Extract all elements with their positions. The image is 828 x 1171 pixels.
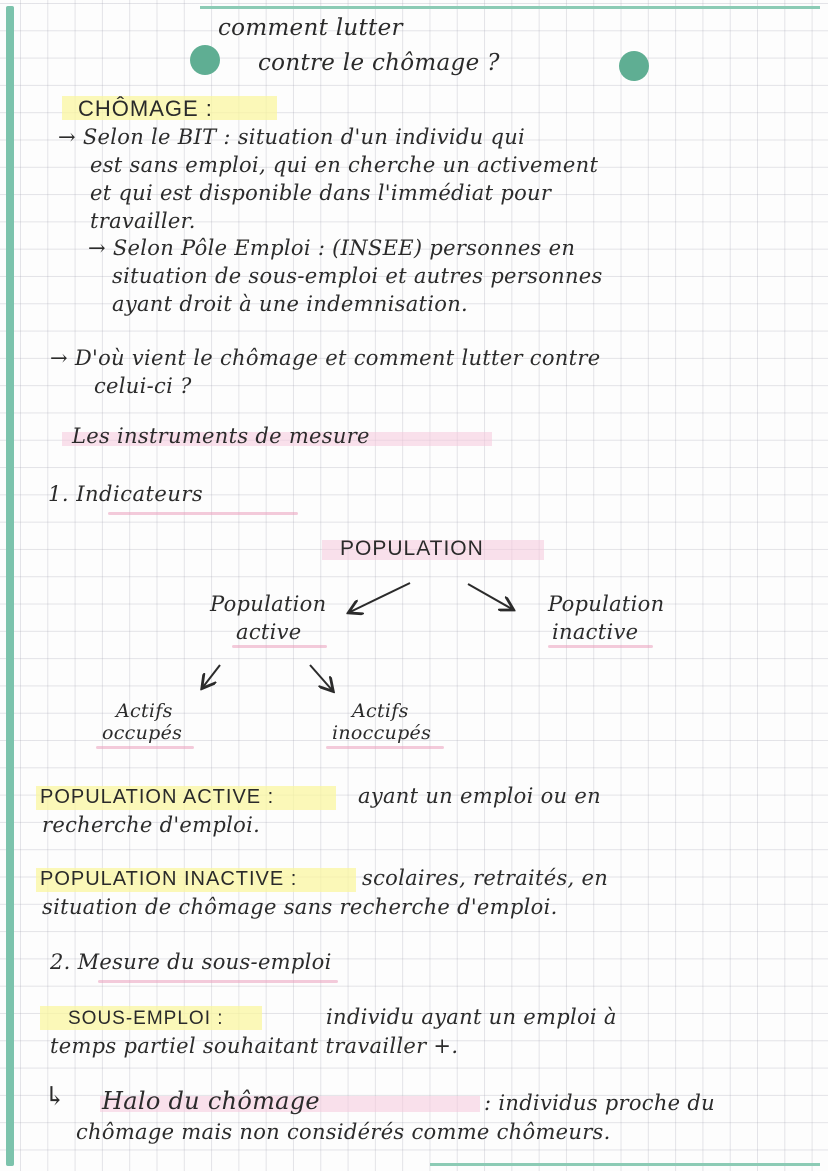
arrow-to-active-icon — [350, 583, 410, 612]
arrow-to-occupes-icon — [203, 665, 220, 687]
def-population-active-1: ayant un emploi ou en — [358, 784, 601, 808]
arrow-to-inoccupes-icon — [310, 665, 332, 690]
section-indicateurs: 1. Indicateurs — [48, 482, 204, 506]
diagram-root-population: POPULATION — [340, 537, 484, 560]
pole-emploi-line-3: ayant droit à une indemnisation. — [112, 292, 469, 316]
def-sous-emploi-1: individu ayant un emploi à — [326, 1005, 617, 1029]
term-halo-du-chomage: Halo du chômage — [102, 1087, 320, 1115]
pole-emploi-line-2: situation de sous-emploi et autres personnes — [112, 264, 603, 288]
bit-line-4: travailler. — [90, 209, 196, 233]
def-halo-1: : individus proche du — [484, 1091, 715, 1115]
diagram-population-inactive-1: Population — [548, 592, 665, 616]
section-mesure-sous-emploi: 2. Mesure du sous-emploi — [50, 950, 332, 974]
def-sous-emploi-2: temps partiel souhaitant travailler +. — [50, 1034, 459, 1058]
diagram-population-active-2: active — [236, 620, 302, 644]
sub-arrow-icon: ↳ — [44, 1082, 67, 1112]
pole-emploi-line-1: → Selon Pôle Emploi : (INSEE) personnes en — [88, 236, 576, 260]
bit-line-3: et qui est disponible dans l'immédiat pour — [90, 181, 552, 205]
def-population-inactive-2: situation de chômage sans recherche d'emploi. — [42, 895, 558, 919]
title-line-1: comment lutter — [218, 15, 403, 41]
heading-chomage: CHÔMAGE : — [78, 96, 213, 121]
diagram-actifs-occupes-2: occupés — [102, 722, 183, 744]
term-population-active: POPULATION ACTIVE : — [40, 786, 275, 808]
def-population-active-2: recherche d'emploi. — [42, 813, 261, 837]
diagram-population-inactive-2: inactive — [552, 620, 639, 644]
diagram-actifs-occupes-1: Actifs — [116, 700, 173, 722]
term-sous-emploi: SOUS-EMPLOI : — [68, 1008, 224, 1029]
diagram-actifs-inoccupes-2: inoccupés — [332, 722, 432, 744]
bit-line-1: → Selon le BIT : situation d'un individu qui — [58, 125, 526, 149]
term-population-inactive: POPULATION INACTIVE : — [40, 868, 298, 890]
underline-sous-emploi-section — [98, 980, 338, 983]
bit-line-2: est sans emploi, qui en cherche un activement — [90, 153, 599, 177]
heading-instruments: Les instruments de mesure — [72, 424, 370, 448]
diagram-actifs-inoccupes-1: Actifs — [352, 700, 409, 722]
def-population-inactive-1: scolaires, retraités, en — [362, 866, 609, 890]
question-line-2: celui-ci ? — [94, 374, 192, 398]
def-halo-2: chômage mais non considérés comme chômeurs. — [76, 1120, 611, 1144]
question-line-1: → D'où vient le chômage et comment lutter contre — [50, 346, 601, 370]
diagram-population-active-1: Population — [210, 592, 327, 616]
title-line-2: contre le chômage ? — [258, 50, 500, 76]
arrow-to-inactive-icon — [468, 584, 512, 609]
